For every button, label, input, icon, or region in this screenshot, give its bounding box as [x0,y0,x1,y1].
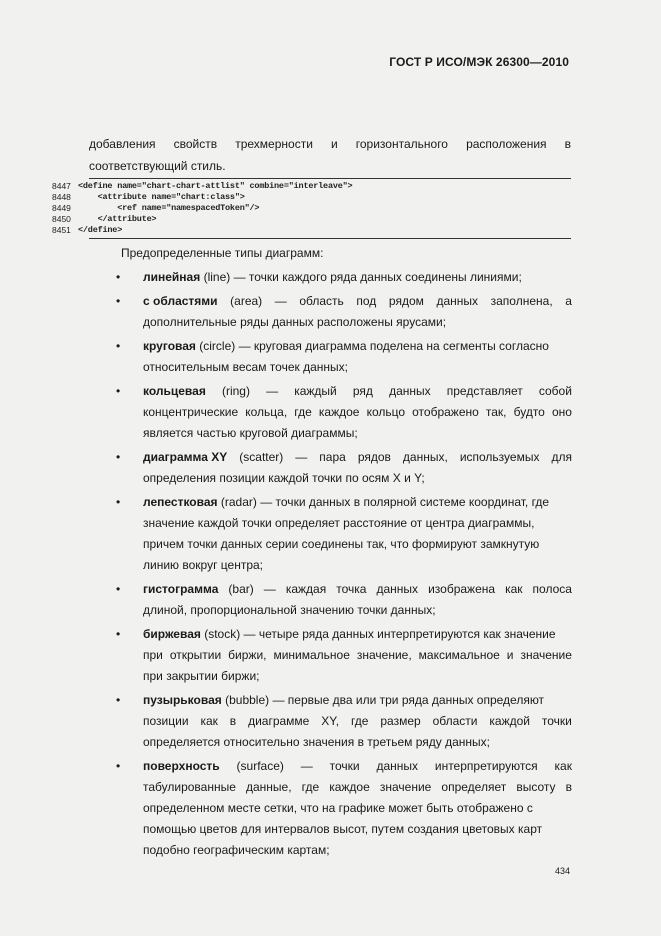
word: под [356,294,377,308]
paragraph-word: горизонтального [355,137,448,151]
word: значение [379,780,432,794]
list-intro: Предопределенные типы диаграмм: [121,246,324,260]
list-item-line [143,267,572,288]
list-item-text: длиной, пропорциональной значению точки данных; [143,603,436,617]
word: (bar) [228,582,254,596]
paragraph-word: трехмерности [235,137,313,151]
word: позиции [143,714,189,728]
chart-type-term: гистограмма [143,582,219,596]
word: XY, [321,714,340,728]
bullet-icon: • [116,270,121,284]
line-number: 8450 [52,214,71,224]
list-item-line [143,819,572,840]
word: значение, [356,648,412,662]
code-top-rule [89,178,571,179]
paragraph-word: и [330,137,338,151]
word: область [299,294,344,308]
word: точка [336,582,367,596]
list-item-line [143,423,572,444]
list-item-line [143,624,572,645]
paragraph-word: в [564,137,571,151]
word: где [294,405,312,419]
word: — [300,759,313,773]
word: размер [380,714,421,728]
list-item-text: (bubble) — первые два или три ряда данных определяют [221,693,545,707]
word: изображена [428,582,496,596]
word: точки [541,714,572,728]
page-header: ГОСТ Р ИСО/МЭК 26300—2010 [389,55,569,69]
word: значение [520,648,572,662]
list-item-line [143,291,572,312]
word: данные, [245,780,292,794]
list-item-text: при закрытии биржи; [143,669,260,683]
list-item-line [143,645,572,666]
chart-types-list [116,267,572,864]
word: где [301,780,320,794]
word: биржи, [228,648,267,662]
list-item-text: определяется относительно значения в третьем ряду данных; [143,735,490,749]
word: данных [376,582,419,596]
bullet-icon: • [116,294,121,308]
paragraph-line [89,133,571,155]
word: ряд [352,384,373,398]
word: (area) [230,294,263,308]
code-text: <ref name="namespacedToken"/> [78,203,260,213]
word: кольцо [366,405,406,419]
list-item [116,624,572,687]
word: высоту [516,780,556,794]
word: — [266,384,279,398]
word: каждая [285,582,327,596]
word: данных, [402,450,448,464]
word: (scatter) [239,450,284,464]
word: и [506,648,514,662]
chart-type-term: кольцевая [143,384,206,398]
word: табулированные [143,780,236,794]
list-item-text: (stock) — четыре ряда данных интерпретируются как значение [200,627,556,641]
list-item-line [143,732,572,753]
list-item [116,447,572,489]
word: рядов [357,450,391,464]
word: каждый [294,384,337,398]
word: где [350,714,369,728]
list-item-line [143,402,572,423]
list-item-text: определения позиции каждой точки по осям X и Y; [143,471,425,485]
list-item-line [143,840,572,861]
chart-type-term: линейная [143,270,201,284]
paragraph-line: соответствующий стиль. [89,159,226,173]
word: каждой [489,714,530,728]
chart-type-term: диаграмма XY [143,450,228,464]
word: полоса [532,582,572,596]
chart-type-term: пузырьковая [143,693,222,707]
bullet-icon: • [116,384,121,398]
list-item-text: относительным весам точек данных; [143,360,348,374]
list-item-text: (circle) — круговая диаграмма поделена на сегменты согласно [195,339,549,353]
word: (surface) [236,759,284,773]
word: собой [538,384,572,398]
word: пара [319,450,346,464]
word: используемых [459,450,540,464]
line-number: 8447 [52,181,71,191]
page-number: 434 [554,866,570,876]
line-number: 8448 [52,192,71,202]
chart-type-term: поверхность [143,759,220,773]
line-number: 8451 [52,225,71,235]
word: отображено [412,405,479,419]
list-item-line [143,711,572,732]
list-item-text: подобно географическим картам; [143,843,330,857]
paragraph-word: добавления [89,137,156,151]
list-item-line [143,447,572,468]
list-item-line [143,798,572,819]
chart-type-term: круговая [143,339,196,353]
list-item-text: является частью круговой диаграммы; [143,426,358,440]
list-item-text: причем точки данных серии соединены так, что формируют замкнутую [143,537,540,551]
chart-type-term: с областями [143,294,218,308]
code-line [52,214,572,225]
word: заполнена, [490,294,553,308]
list-item-line [143,381,572,402]
word: при [143,648,163,662]
list-item [116,291,572,333]
code-line [52,181,572,192]
word: оно [551,405,572,419]
list-item [116,492,572,576]
bullet-icon: • [116,495,121,509]
word: каждое [318,405,360,419]
list-item-text: линию вокруг центра; [143,558,263,572]
word: рядом [388,294,424,308]
word: будто [513,405,545,419]
code-line [52,192,572,203]
word: для [551,450,572,464]
word: открытии [169,648,222,662]
code-line [52,225,572,236]
word: области [432,714,478,728]
list-item-line [143,468,572,489]
word: данных [389,384,431,398]
code-text: <attribute name="chart:class"> [78,192,245,202]
word: а [565,294,572,308]
word: — [263,582,276,596]
code-text: </define> [78,225,123,235]
paragraph-word: свойств [173,137,218,151]
code-bottom-rule [89,238,571,239]
word: данных [376,759,418,773]
code-text: </attribute> [78,214,157,224]
word: концентрические [143,405,239,419]
word: максимальное [418,648,500,662]
word: как [554,759,572,773]
paragraph-word: расположения [466,137,547,151]
line-number: 8449 [52,203,71,213]
word: так, [485,405,507,419]
list-item [116,690,572,753]
word: каждое [329,780,370,794]
list-item-line [143,513,572,534]
list-item-line [143,777,572,798]
list-item [116,756,572,861]
list-item [116,579,572,621]
list-item-line [143,357,572,378]
list-item [116,381,572,444]
bullet-icon: • [116,339,121,353]
list-item-line [143,666,572,687]
word: — [295,450,308,464]
word: данных [436,294,479,308]
chart-type-term: биржевая [143,627,201,641]
list-item-line [143,555,572,576]
word: как [200,714,218,728]
code-text: <define name="chart-chart-attlist" combine="interleave"> [78,181,353,191]
list-item-line [143,492,572,513]
word: интерпретируются [434,759,538,773]
word: в [229,714,237,728]
word: минимальное [273,648,350,662]
bullet-icon: • [116,693,121,707]
list-item-line [143,756,572,777]
chart-type-term: лепестковая [143,495,218,509]
word: в [565,780,572,794]
list-item-text: (line) — точки каждого ряда данных соединены линиями; [200,270,522,284]
word: определяет [441,780,507,794]
intro-paragraph [89,133,571,177]
list-item-line [143,579,572,600]
list-item-line [143,690,572,711]
bullet-icon: • [116,582,121,596]
list-item-line [143,600,572,621]
word: точки [329,759,360,773]
list-item-line [143,336,572,357]
code-listing [52,181,572,236]
word: (ring) [221,384,250,398]
bullet-icon: • [116,759,121,773]
code-line [52,203,572,214]
word: диаграмме [248,714,310,728]
list-item-text: (radar) — точки данных в полярной системе координат, где [217,495,550,509]
list-item-text: дополнительные ряды данных расположены ярусами; [143,315,447,329]
word: как [505,582,523,596]
word: — [274,294,287,308]
list-item-text: определенном месте сетки, что на графике может быть отображено с [143,801,533,815]
list-item-line [143,312,572,333]
list-item-text: помощью цветов для интервалов высот, путем создания цветовых карт [143,822,543,836]
bullet-icon: • [116,450,121,464]
list-item [116,267,572,288]
list-item [116,336,572,378]
list-item-text: значение каждой точки определяет расстояние от центра диаграммы, [143,516,535,530]
word: кольца, [245,405,288,419]
word: представляет [446,384,523,398]
list-item-line [143,534,572,555]
bullet-icon: • [116,627,121,641]
